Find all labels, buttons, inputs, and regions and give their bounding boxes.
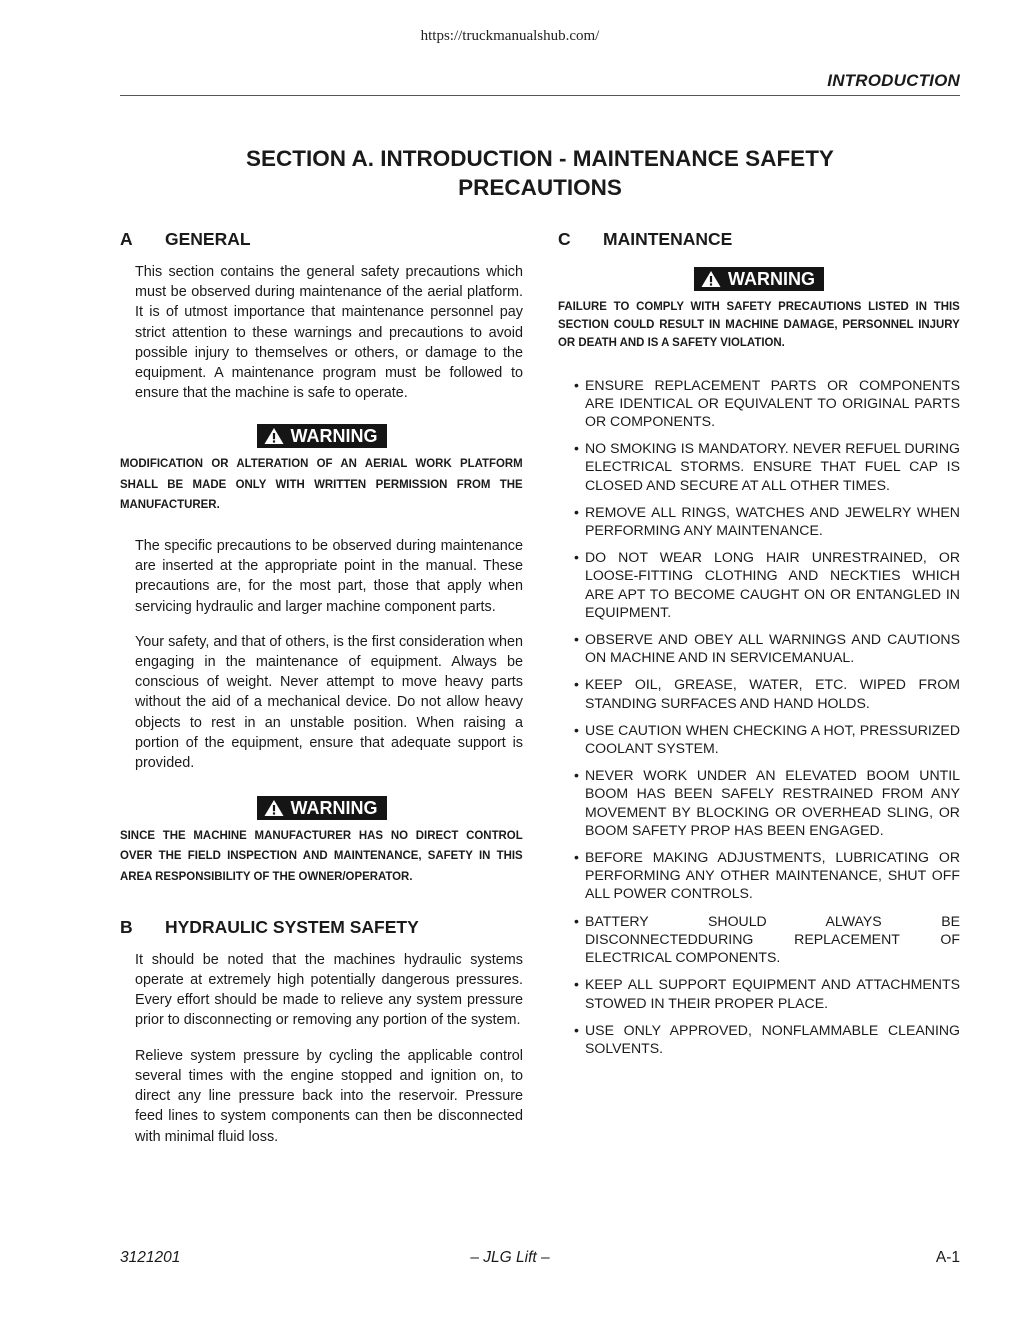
general-paragraph-2: The specific precautions to be observed during maintenance are inserted at the appropriate point in the manual. These precautions are, for the most part, those that apply when servicing hydraulic and larger machine component parts. — [135, 538, 523, 615]
warning-text-1: MODIFICATION OR ALTERATION OF AN AERIAL WORK PLATFORM SHALL BE MADE ONLY WITH WRITTEN PERMISSION FROM THE MANUFACTURER. — [120, 456, 523, 511]
list-item: • OBSERVE AND OBEY ALL WARNINGS AND CAUTIONS ON MACHINE AND IN SERVICEMANUAL. — [574, 631, 960, 666]
general-paragraph-3: Your safety, and that of others, is the first consideration when engaging in the maintenance of equipment. Always be conscious of weight. Never attempt to move heavy parts without the aid of a mechanical device. Do not allow heavy objects to rest in an unstable position. When raising a portion of the equipment, ensure that adequate support is provided. — [135, 633, 523, 772]
warning-triangle-icon — [701, 270, 721, 288]
list-item-text: USE ONLY APPROVED, NONFLAMMABLE CLEANING SOLVENTS. — [585, 1021, 960, 1056]
heading-maintenance — [558, 228, 960, 250]
warning-label: WARNING — [728, 268, 815, 289]
list-item: • ENSURE REPLACEMENT PARTS OR COMPONENTS ARE IDENTICAL OR EQUIVALENT TO ORIGINAL PARTS OR COMPONENTS. — [574, 376, 960, 430]
footer-page-number: A-1 — [935, 1249, 960, 1266]
hydraulic-paragraph-1: It should be noted that the machines hydraulic systems operate at extremely high potentially dangerous pressures. Every effort should be made to relieve any system pressure prior to disconnecting or removing any portion of the system. — [135, 951, 523, 1029]
warning-label-box — [257, 796, 387, 820]
heading-title: GENERAL — [165, 229, 251, 249]
warning-banner-2 — [120, 796, 523, 822]
list-item: • BATTERY SHOULD ALWAYS BE DISCONNECTEDDURING REPLACEMENT OF ELECTRICAL COMPONENTS. — [574, 912, 960, 966]
heading-title: MAINTENANCE — [603, 229, 733, 249]
warning-label: WARNING — [290, 425, 378, 446]
maintenance-bullet-list — [558, 376, 960, 1058]
list-item-text: KEEP OIL, GREASE, WATER, ETC. WIPED FROM STANDING SURFACES AND HAND HOLDS. — [585, 676, 960, 711]
list-item-text: NO SMOKING IS MANDATORY. NEVER REFUEL DURING ELECTRICAL STORMS. ENSURE THAT FUEL CAP IS CLOSED AND SECURE AT ALL OTHER TIMES. — [585, 440, 960, 493]
list-item-text: BEFORE MAKING ADJUSTMENTS, LUBRICATING OR PERFORMING ANY OTHER MAINTENANCE, SHUT OFF ALL POWER CONTROLS. — [585, 849, 960, 902]
section-title-line2: PRECAUTIONS — [458, 175, 622, 200]
list-item: • KEEP OIL, GREASE, WATER, ETC. WIPED FROM STANDING SURFACES AND HAND HOLDS. — [574, 676, 960, 711]
section-title — [120, 144, 960, 202]
heading-letter: B — [120, 916, 133, 937]
header-rule — [120, 95, 960, 96]
warning-label-box — [257, 424, 387, 448]
heading-general — [120, 228, 523, 250]
heading-letter: A — [120, 229, 133, 249]
list-item-text: NEVER WORK UNDER AN ELEVATED BOOM UNTIL BOOM HAS BEEN SAFELY RESTRAINED FROM ANY MOVEMENT BY BLOCKING OR OVERHEAD SLING, OR BOOM SAFETY PROP HAS BEEN ENGAGED. — [585, 767, 960, 838]
list-item-text: DO NOT WEAR LONG HAIR UNRESTRAINED, OR LOOSE-FITTING CLOTHING AND NECKTIES WHICH ARE APT TO BECOME CAUGHT ON OR ENTANGLED IN EQUIPMENT. — [585, 549, 960, 620]
list-item-text: KEEP ALL SUPPORT EQUIPMENT AND ATTACHMENTS STOWED IN THEIR PROPER PLACE. — [585, 976, 960, 1011]
footer-center-text: – JLG Lift – — [470, 1249, 550, 1266]
heading-title: HYDRAULIC SYSTEM SAFETY — [165, 916, 419, 937]
list-item: • REMOVE ALL RINGS, WATCHES AND JEWELRY WHEN PERFORMING ANY MAINTENANCE. — [574, 503, 960, 539]
footer-doc-number: 3121201 — [120, 1249, 181, 1266]
hydraulic-paragraph-2: Relieve system pressure by cycling the applicable control several times with the engine stopped and ignition on, to direct any line pressure back into the reservoir. Pressure feed lines to system components can then be disconnected with minimal fluid loss. — [135, 1047, 523, 1145]
list-item-text: BATTERY SHOULD ALWAYS BE DISCONNECTEDDURING REPLACEMENT OF ELECTRICAL COMPONENTS. — [585, 912, 960, 966]
list-item-text: OBSERVE AND OBEY ALL WARNINGS AND CAUTIONS ON MACHINE AND IN SERVICEMANUAL. — [585, 631, 960, 666]
warning-text-3: FAILURE TO COMPLY WITH SAFETY PRECAUTIONS LISTED IN THIS SECTION COULD RESULT IN MACHINE DAMAGE, PERSONNEL INJURY OR DEATH AND IS A SAFETY VIOLATION. — [558, 299, 960, 350]
warning-banner-1 — [120, 424, 523, 450]
warning-text-2: SINCE THE MACHINE MANUFACTURER HAS NO DIRECT CONTROL OVER THE FIELD INSPECTION AND MAINTENANCE, SAFETY IN THIS AREA RESPONSIBILITY OF THE OWNER/OPERATOR. — [120, 828, 523, 883]
section-title-line1: SECTION A. INTRODUCTION - MAINTENANCE SAFETY — [246, 146, 834, 171]
warning-triangle-icon — [264, 799, 284, 817]
list-item-text: ENSURE REPLACEMENT PARTS OR COMPONENTS ARE IDENTICAL OR EQUIVALENT TO ORIGINAL PARTS OR COMPONENTS. — [585, 376, 960, 430]
right-column — [558, 228, 960, 1066]
list-item: • USE ONLY APPROVED, NONFLAMMABLE CLEANING SOLVENTS. — [574, 1021, 960, 1056]
warning-label: WARNING — [290, 797, 378, 818]
heading-letter: C — [558, 229, 571, 249]
heading-hydraulic — [120, 916, 523, 938]
running-head: INTRODUCTION — [827, 71, 960, 90]
warning-label-box — [694, 267, 824, 291]
source-url[interactable]: https://truckmanualshub.com/ — [420, 28, 600, 44]
list-item: • USE CAUTION WHEN CHECKING A HOT, PRESSURIZED COOLANT SYSTEM. — [574, 721, 960, 757]
warning-banner-3 — [558, 267, 960, 293]
general-paragraph-1: This section contains the general safety precautions which must be observed during maintenance of the aerial platform. It is of utmost importance that maintenance personnel pay strict attention to these warnings and precautions to avoid possible injury to themselves or others, or damage to the equipment. A maintenance program must be followed to ensure that the machine is safe to operate. — [135, 264, 523, 402]
left-column — [120, 228, 523, 1147]
warning-triangle-icon — [264, 427, 284, 445]
list-item-text: REMOVE ALL RINGS, WATCHES AND JEWELRY WHEN PERFORMING ANY MAINTENANCE. — [585, 503, 960, 539]
list-item: • NO SMOKING IS MANDATORY. NEVER REFUEL DURING ELECTRICAL STORMS. ENSURE THAT FUEL CAP IS CLOSED AND SECURE AT ALL OTHER TIMES. — [574, 440, 960, 493]
list-item: • KEEP ALL SUPPORT EQUIPMENT AND ATTACHMENTS STOWED IN THEIR PROPER PLACE. — [574, 976, 960, 1011]
list-item: • NEVER WORK UNDER AN ELEVATED BOOM UNTIL BOOM HAS BEEN SAFELY RESTRAINED FROM ANY MOVEMENT BY BLOCKING OR OVERHEAD SLING, OR BOOM SAFETY PROP HAS BEEN ENGAGED. — [574, 767, 960, 838]
list-item: • DO NOT WEAR LONG HAIR UNRESTRAINED, OR LOOSE-FITTING CLOTHING AND NECKTIES WHICH ARE APT TO BECOME CAUGHT ON OR ENTANGLED IN EQUIPMENT. — [574, 549, 960, 620]
list-item: • BEFORE MAKING ADJUSTMENTS, LUBRICATING OR PERFORMING ANY OTHER MAINTENANCE, SHUT OFF ALL POWER CONTROLS. — [574, 849, 960, 902]
list-item-text: USE CAUTION WHEN CHECKING A HOT, PRESSURIZED COOLANT SYSTEM. — [585, 721, 960, 757]
